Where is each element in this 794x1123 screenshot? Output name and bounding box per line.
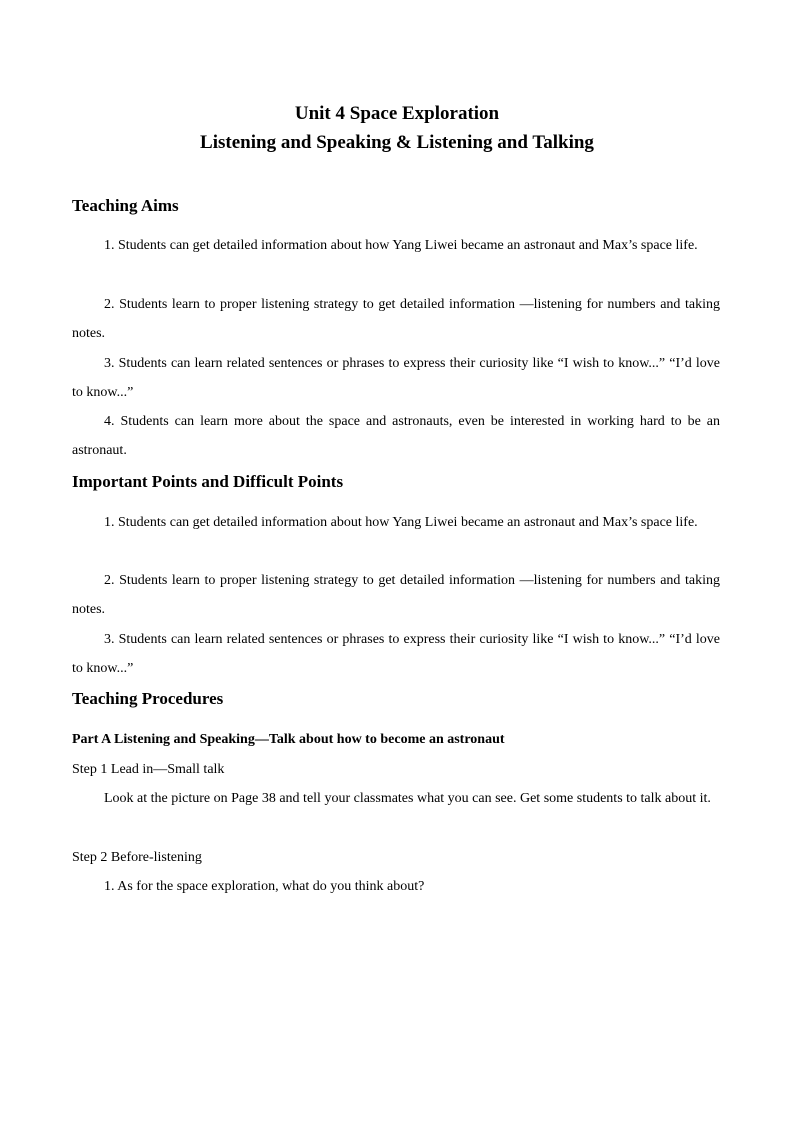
teaching-aim-item: 1. Students can get detailed information about how Yang Liwei became an astronaut and Max’s space life.: [104, 238, 698, 253]
document-title: Unit 4 Space Exploration: [294, 103, 500, 124]
step-2-item: 1. As for the space exploration, what do you think about?: [104, 879, 425, 894]
step-1-heading: Step 1 Lead in—Small talk: [72, 762, 225, 777]
key-point-item: 3. Students can learn related sentences or phrases to express their curiosity like “I wish to know...” “I’d love to know...”: [72, 632, 720, 677]
step-2-heading: Step 2 Before-listening: [72, 850, 202, 865]
teaching-aim-item: 4. Students can learn more about the space and astronauts, even be interested in working hard to be an astronaut.: [72, 414, 720, 459]
document-subtitle: Listening and Speaking & Listening and Talking: [200, 132, 594, 153]
teaching-aims-heading: Teaching Aims: [72, 196, 179, 215]
teaching-aim-item: 3. Students can learn related sentences or phrases to express their curiosity like “I wish to know...” “I’d love to know...”: [72, 356, 720, 401]
key-point-item: 2. Students learn to proper listening strategy to get detailed information —listening for numbers and taking notes.: [72, 573, 720, 618]
key-point-item: 1. Students can get detailed information about how Yang Liwei became an astronaut and Max’s space life.: [104, 515, 698, 530]
teaching-procedures-heading: Teaching Procedures: [72, 689, 224, 708]
key-points-heading: Important Points and Difficult Points: [72, 472, 344, 491]
teaching-aim-item: 2. Students learn to proper listening strategy to get detailed information —listening for numbers and taking notes.: [72, 297, 720, 342]
step-1-text: Look at the picture on Page 38 and tell your classmates what you can see. Get some students to talk about it.: [104, 791, 711, 806]
part-a-heading: Part A Listening and Speaking—Talk about how to become an astronaut: [72, 732, 505, 747]
